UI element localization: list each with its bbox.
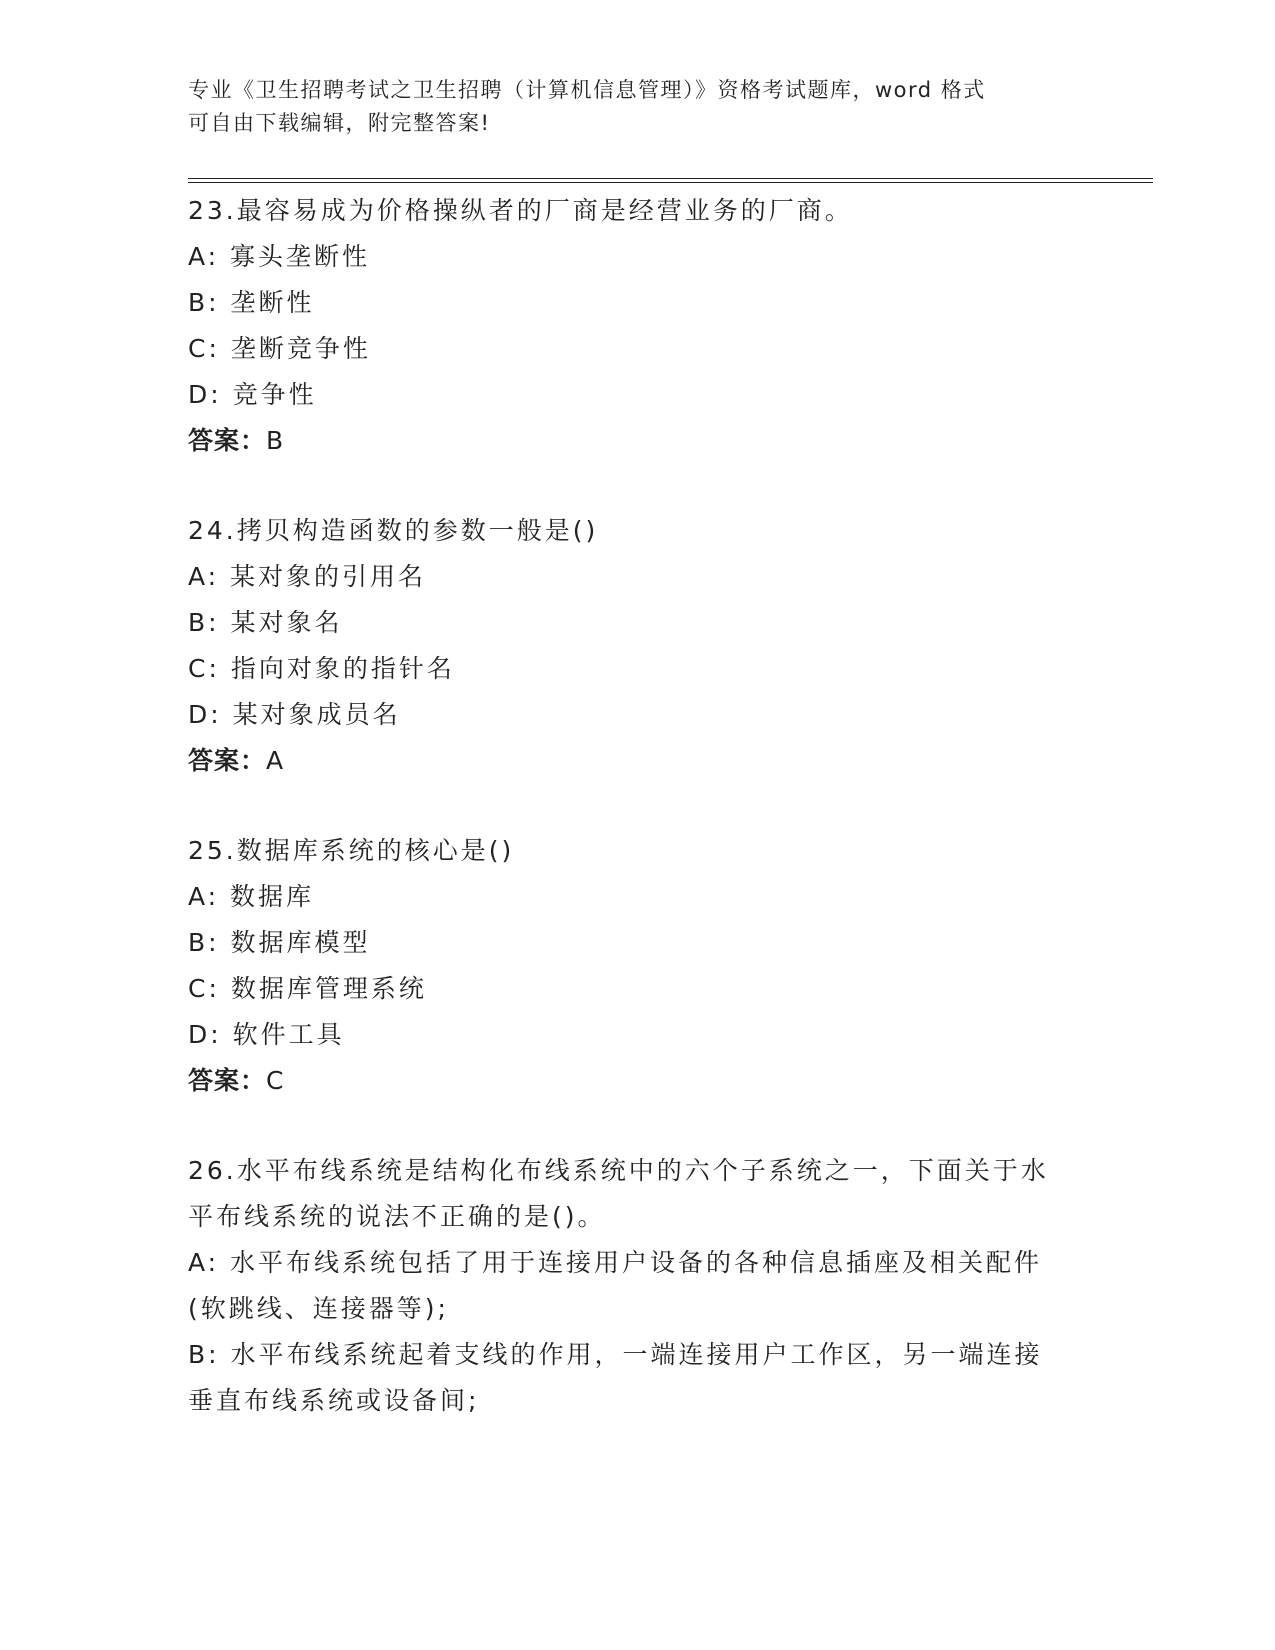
question-stem-line: 26.水平布线系统是结构化布线系统中的六个子系统之一，下面关于水 — [188, 1156, 1049, 1185]
option-d: D: 软件工具 — [188, 1020, 345, 1049]
answer-line — [188, 738, 1078, 784]
question-stem-line: 24.拷贝构造函数的参数一般是() — [188, 516, 599, 545]
option-a: A: 寡头垄断性 — [188, 242, 371, 271]
option-d: D: 竞争性 — [188, 380, 317, 409]
option-d: D: 某对象成员名 — [188, 700, 401, 729]
option-b: B: 某对象名 — [188, 608, 343, 637]
question-3 — [188, 828, 1078, 1104]
question-list — [188, 188, 1078, 1468]
option-b: B: 水平布线系统起着支线的作用，一端连接用户工作区，另一端连接 — [188, 1340, 1043, 1369]
question-1 — [188, 188, 1078, 464]
header-line-1: 专业《卫生招聘考试之卫生招聘（计算机信息管理）》资格考试题库，word 格式 — [188, 78, 986, 102]
question-stem-line: 25.数据库系统的核心是() — [188, 836, 515, 865]
answer-value: A — [266, 746, 286, 775]
option-a: A: 水平布线系统包括了用于连接用户设备的各种信息插座及相关配件 — [188, 1248, 1043, 1277]
option-b: B: 垄断性 — [188, 288, 315, 317]
answer-label: 答案： — [188, 746, 267, 775]
answer-label: 答案： — [188, 1066, 267, 1095]
option-c: C: 垄断竞争性 — [188, 334, 371, 363]
question-stem-line: 23.最容易成为价格操纵者的厂商是经营业务的厂商。 — [188, 196, 853, 225]
answer-label: 答案： — [188, 426, 267, 455]
option-b: B: 数据库模型 — [188, 928, 371, 957]
header-divider-bottom — [188, 182, 1153, 183]
answer-line — [188, 418, 1078, 464]
option-c: C: 数据库管理系统 — [188, 974, 427, 1003]
option-c: C: 指向对象的指针名 — [188, 654, 455, 683]
answer-value: B — [266, 426, 286, 455]
question-2 — [188, 508, 1078, 784]
option-b-continuation: 垂直布线系统或设备间; — [188, 1386, 480, 1415]
option-a-continuation: (软跳线、连接器等); — [188, 1294, 449, 1323]
option-a: A: 数据库 — [188, 882, 315, 911]
question-4 — [188, 1148, 1078, 1424]
question-stem-line: 平布线系统的说法不正确的是()。 — [188, 1202, 606, 1231]
answer-value: C — [266, 1066, 286, 1095]
header-divider-top — [188, 178, 1153, 179]
document-header — [188, 74, 1068, 140]
header-line-2: 可自由下载编辑，附完整答案! — [188, 111, 491, 135]
option-a: A: 某对象的引用名 — [188, 562, 427, 591]
answer-line — [188, 1058, 1078, 1104]
